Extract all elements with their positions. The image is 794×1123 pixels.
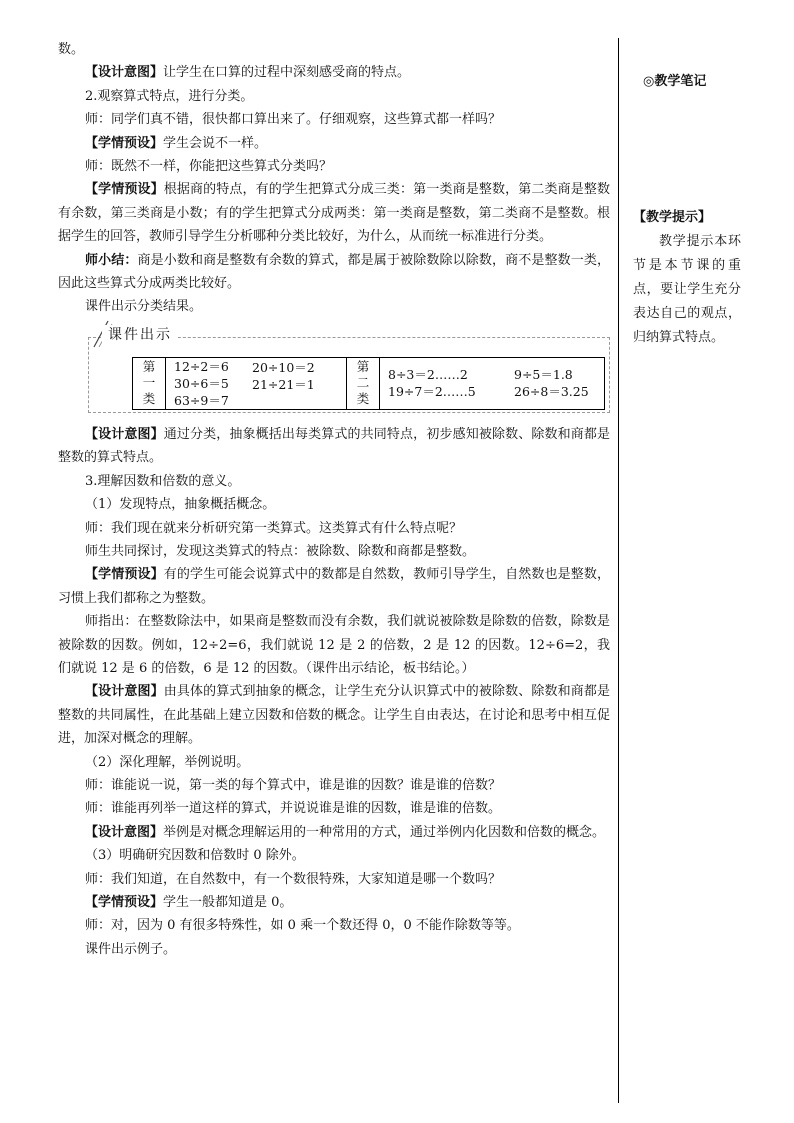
teacher-summary-tag: 师小结： (85, 252, 138, 268)
lesson-body (58, 38, 610, 961)
category-2-label: 第 二 类 (347, 357, 380, 409)
classification-table (132, 357, 605, 410)
paragraph-text: 学生会说不一样。 (163, 135, 268, 151)
paragraph-text: 商是小数和商是整数有余数的算式，都是属于被除数除以除数，商不是整数一类，因此这些算式分成两类比较好。 (58, 252, 610, 292)
paragraph: 课件出示分类结果。 (85, 299, 203, 315)
paragraph (58, 249, 610, 296)
paragraph-text: 有的学生可能会说算式中的数都是自然数，教师引导学生，自然数也是整数，习惯上我们都称之为整数。 (58, 567, 610, 606)
paragraph (58, 563, 610, 610)
category-1-label: 第 一 类 (133, 357, 166, 409)
equation: 12÷2＝6 (174, 358, 229, 374)
paragraph: 数。 (58, 42, 85, 57)
paragraph: 师：我们知道，在自然数中，有一个数很特殊，大家知道是哪一个数吗？ (85, 871, 502, 887)
category-2-column-1 (380, 357, 511, 409)
equation: 26÷8＝3.25 (514, 384, 589, 400)
teaching-tip (633, 206, 741, 350)
paragraph: （1）发现特点，抽象概括概念。 (85, 497, 276, 513)
student-preview-tag: 【学情预设】 (85, 135, 164, 151)
equation: 63÷9＝7 (174, 392, 229, 408)
paragraph (58, 178, 610, 248)
paragraph (58, 132, 610, 155)
paragraph: 师：我们现在就来分析研究第一类算式。这类算式有什么特点呢？ (85, 520, 463, 536)
paragraph: 师：谁能再列举一道这样的算式，并说说谁是谁的因数，谁是谁的倍数。 (85, 801, 502, 817)
category-1-column-1 (166, 357, 249, 409)
paragraph: 师生共同探讨，发现这类算式的特点：被除数、除数和商都是整数。 (85, 543, 476, 559)
category-2-column-2 (510, 357, 605, 409)
paragraph (58, 821, 610, 844)
design-intent-tag: 【设计意图】 (85, 824, 164, 840)
design-intent-tag: 【设计意图】 (85, 684, 164, 700)
equation: 21÷21＝1 (252, 376, 315, 392)
equation: 8÷3＝2……2 (388, 367, 468, 383)
column-divider (618, 38, 619, 1103)
courseware-slide (88, 327, 610, 413)
paragraph (58, 423, 610, 470)
student-preview-tag: 【学情预设】 (85, 182, 164, 198)
paragraph (58, 891, 610, 914)
paragraph-text: 通过分类，抽象概括出每类算式的共同特点，初步感知被除数、除数和商都是整数的算式特点。 (58, 426, 610, 466)
design-intent-tag: 【设计意图】 (85, 65, 164, 81)
paragraph: 3.理解因数和倍数的意义。 (85, 473, 241, 489)
paragraph: 师：既然不一样，你能把这些算式分类吗？ (85, 159, 333, 175)
paragraph (58, 680, 610, 750)
equation: 30÷6＝5 (174, 375, 229, 391)
paragraph-text: 举例是对概念理解运用的一种常用的方式，通过举例内化因数和倍数的概念。 (163, 824, 606, 840)
equation: 9÷5＝1.8 (514, 367, 573, 383)
paragraph: 师：谁能说一说，第一类的每个算式中，谁是谁的因数？谁是谁的倍数？ (85, 777, 502, 793)
paragraph: （2）深化理解，举例说明。 (85, 754, 250, 770)
paragraph: 师：对，因为 0 有很多特殊性，如 0 乘一个数还得 0，0 不能作除数等等。 (85, 918, 520, 934)
paragraph: 师：同学们真不错，很快都口算出来了。仔细观察，这些算式都一样吗？ (85, 112, 502, 128)
paragraph-text: 根据商的特点，有的学生把算式分成三类：第一类商是整数，第二类商是整数有余数，第三类商是小数；有的学生把算式分成两类：第一类商是整数，第二类商不是整数。根据学生的回答，教师引导学生分析哪种分类比较好，为什么，从而统一标准进行分类。 (58, 182, 610, 245)
slide-label: 课件出示 (102, 325, 178, 345)
teaching-tip-title: 【教学提示】 (633, 210, 712, 225)
paragraph (58, 61, 610, 84)
paragraph: （3）明确研究因数和倍数时 0 除外。 (85, 848, 305, 864)
teaching-notes-title: ◎教学笔记 (643, 74, 707, 89)
paragraph: 2.观察算式特点，进行分类。 (85, 88, 254, 104)
paragraph-text: 由具体的算式到抽象的概念，让学生充分认识算式中的被除数、除数和商都是整数的共同属性，在此基础上建立因数和倍数的概念。让学生自由表达，在讨论和思考中相互促进，加深对概念的理解。 (58, 684, 610, 747)
category-1-column-2 (248, 357, 347, 409)
equation: 19÷7＝2……5 (388, 384, 476, 400)
paragraph-text: 让学生在口算的过程中深刻感受商的特点。 (163, 65, 411, 81)
design-intent-tag: 【设计意图】 (85, 426, 164, 442)
paragraph: 课件出示例子。 (85, 941, 177, 957)
paragraph: 师指出：在整数除法中，如果商是整数而没有余数，我们就说被除数是除数的倍数，除数是被除数的因数。例如，12÷2=6，我们就说 12 是 2 的倍数，2 是 12 的因数。12÷6=2，我们就说 12 是 6 的倍数，6 是 12 的因数。（课件出示结论，板书结论。） (58, 614, 610, 676)
paragraph-text: 学生一般都知道是 0。 (163, 895, 293, 910)
equation: 20÷10＝2 (252, 359, 315, 375)
student-preview-tag: 【学情预设】 (85, 567, 164, 583)
student-preview-tag: 【学情预设】 (85, 895, 164, 910)
teaching-tip-text: 教学提示本环节是本节课的重点，要让学生充分表达自己的观点，归纳算式特点。 (633, 234, 741, 345)
